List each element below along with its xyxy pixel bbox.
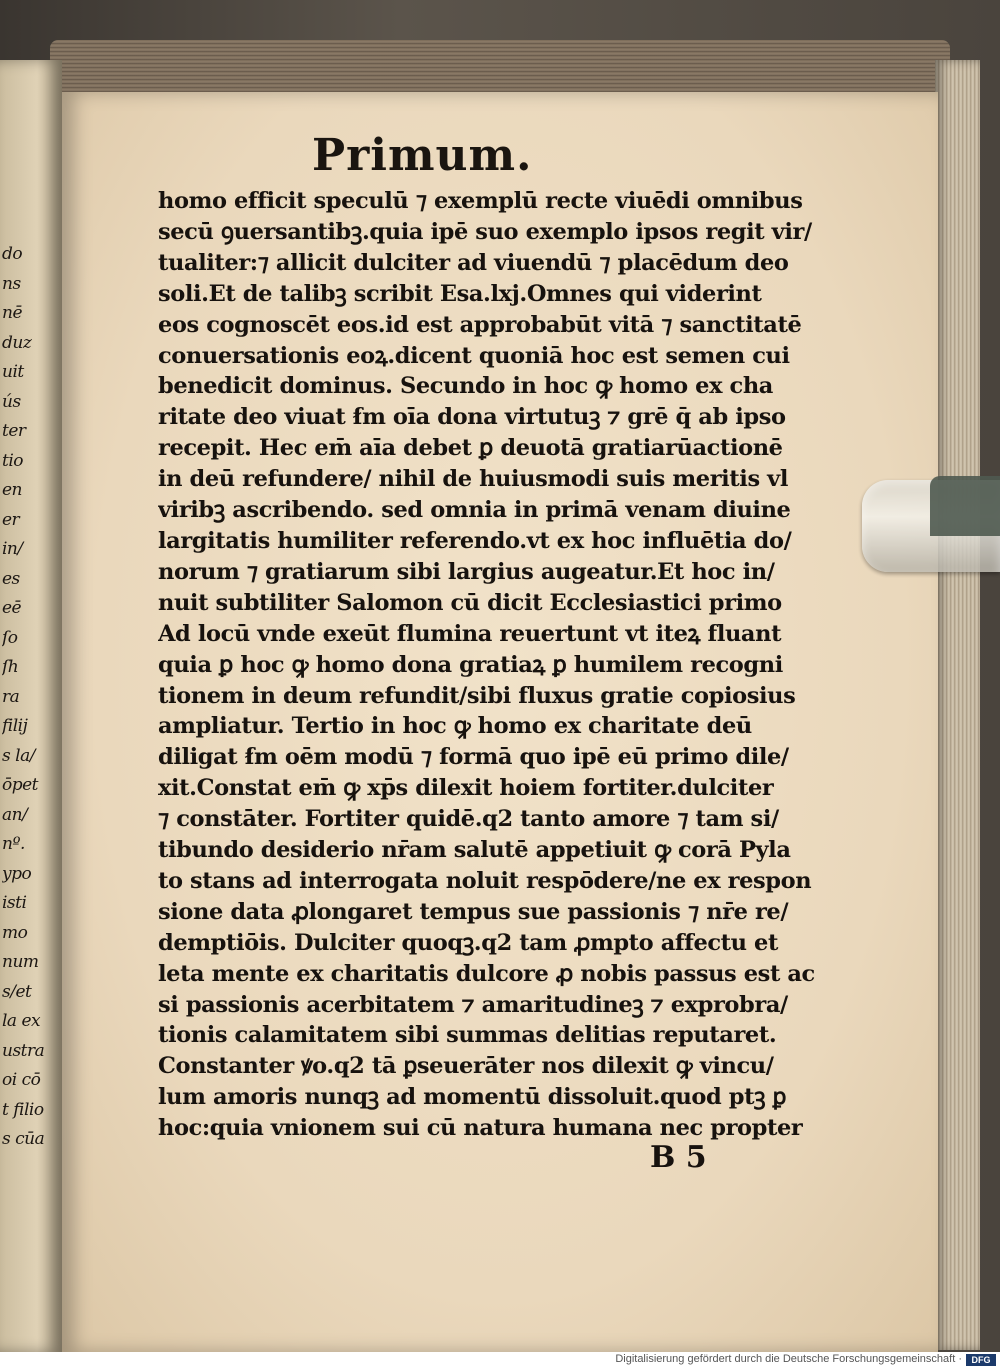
text-line: soli.Et de talibꝫ scribit Esa.lxj.Omnes qui viderint [158,280,762,307]
text-line: nuit subtiliter Salomon cū dicit Ecclesiastici primo [158,589,782,616]
text-line: ritate deo viuat ẜm oīa dona virtutuꝫ ⁊ grē q̄ ab ipso [158,404,786,431]
left-margin-text [2,240,62,1155]
margin-fragment: ús [2,391,21,412]
dfg-logo: DFG [966,1354,996,1366]
margin-fragment: es [2,568,20,589]
margin-fragment: t filio [2,1099,44,1120]
margin-fragment: ustra [2,1040,45,1061]
text-line: benedicit dominus. Secundo in hoc ꝙ homo ex cha [158,373,773,400]
margin-fragment: isti [2,893,27,913]
margin-fragment: ſh [2,657,19,677]
text-line: tualiter:⁊ allicit dulciter ad viuendū ⁊ placēdum deo [158,249,789,276]
margin-fragment: do [2,244,23,264]
text-line: diligat ẜm oēm modū ⁊ formā quo ipē eū primo dile/ [158,744,789,771]
margin-fragment: in/ [2,539,23,559]
margin-fragment: ypo [2,863,32,884]
margin-fragment: s cūa [2,1129,45,1149]
margin-fragment: oi cō [2,1070,41,1090]
margin-fragment: duz [2,332,32,353]
margin-fragment: filij [2,716,28,736]
book-right-edge [935,60,980,1350]
text-line: Ad locū vnde exeūt flumina reuertunt vt iteꝝ fluant [158,620,782,647]
page-header: Primum. [312,130,533,181]
text-line: demptiōis. Dulciter quoqꝫ.q2 tam ꝓmpto affectu et [158,929,778,956]
text-line: leta mente ex charitatis dulcore ꝓ nobis passus est ac [158,960,815,987]
text-line: tibundo desiderio nr̄am salutē appetiuit ꝙ corā Pyla [158,837,791,864]
margin-fragment: en [2,480,23,500]
text-line: tionem in deum refundit/sibi fluxus gratie copiosius [158,682,796,709]
margin-fragment: s la/ [2,745,35,766]
text-line: homo efficit speculū ⁊ exemplū recte viuēdi omnibus [158,188,803,214]
text-line: viribꝫ ascribendo. sed omnia in primā venam diuine [158,497,791,524]
text-line: lum amoris nunqꝫ ad momentū dissoluit.quod ptꝫ ꝑ [158,1084,787,1111]
text-line: ampliatur. Tertio in hoc ꝙ homo ex charitate deū [158,713,752,740]
text-line: Constanter ꝟo.q2 tā ꝑseuerāter nos dilexit ꝙ vincu/ [158,1053,774,1080]
book-top-edge [50,40,950,98]
text-line: ⁊ constāter. Fortiter quidē.q2 tanto amore ⁊ tam si/ [158,806,779,833]
margin-fragment: nº. [2,834,25,854]
text-line: sione data ꝓlongaret tempus sue passionis ⁊ nr̄e re/ [158,898,789,925]
text-line: norum ⁊ gratiarum sibi largius augeatur.Et hoc in/ [158,558,775,585]
margin-fragment: an/ [2,804,28,825]
margin-fragment: uit [2,362,24,382]
text-line: tionis calamitatem sibi summas delitias reputaret. [158,1022,777,1049]
text-line: xit.Constat em̄ ꝙ xp̄s dilexit hoiem fortiter.dulciter [158,775,774,802]
margin-fragment: num [2,952,39,972]
text-line: eos cognoscēt eos.id est approbabūt vitā ⁊ sanctitatē [158,311,802,338]
margin-fragment: eē [2,598,22,618]
margin-fragment: nē [2,303,23,323]
footer-bar [0,1352,1000,1368]
text-line: largitatis humiliter referendo.vt ex hoc influētia do/ [158,527,792,554]
text-line: hoc:quia vnionem sui cū natura humana nec propter [158,1115,803,1142]
left-page [0,60,62,1352]
margin-fragment: ſo [2,627,18,648]
text-line: secū ꝯuersantibꝫ.quia ipē suo exemplo ipsos regit vir/ [158,218,812,245]
footer-credit: Digitalisierung gefördert durch die Deutsche Forschungsgemeinschaft · [615,1353,962,1365]
text-line: conuersationis eoꝝ.dicent quoniā hoc est semen cui [158,342,790,369]
signature-mark: B 5 [650,1140,707,1175]
margin-fragment: la ex [2,1011,41,1031]
margin-fragment: er [2,509,20,530]
margin-fragment: s/et [2,981,32,1002]
margin-fragment: tio [2,450,24,471]
margin-fragment: ns [2,273,21,294]
clip-tab [930,476,1000,536]
body-text [158,186,826,1144]
margin-fragment: ōpet [2,775,39,795]
text-line: recepit. Hec em̄ aīa debet ꝑ deuotā gratiarūactionē [158,435,783,462]
text-line: to stans ad interrogata noluit respōdere/ne ex respon [158,867,812,894]
margin-fragment: mo [2,922,28,943]
margin-fragment: ter [2,421,26,441]
text-line: in deū refundere/ nihil de huiusmodi suis meritis vl [158,466,788,493]
text-line: si passionis acerbitatem ⁊ amaritudineꝫ ⁊ exprobra/ [158,991,788,1018]
margin-fragment: ra [2,686,20,707]
text-line: quia ꝑ hoc ꝙ homo dona gratiaꝝ ꝑ humilem recogni [158,651,783,678]
